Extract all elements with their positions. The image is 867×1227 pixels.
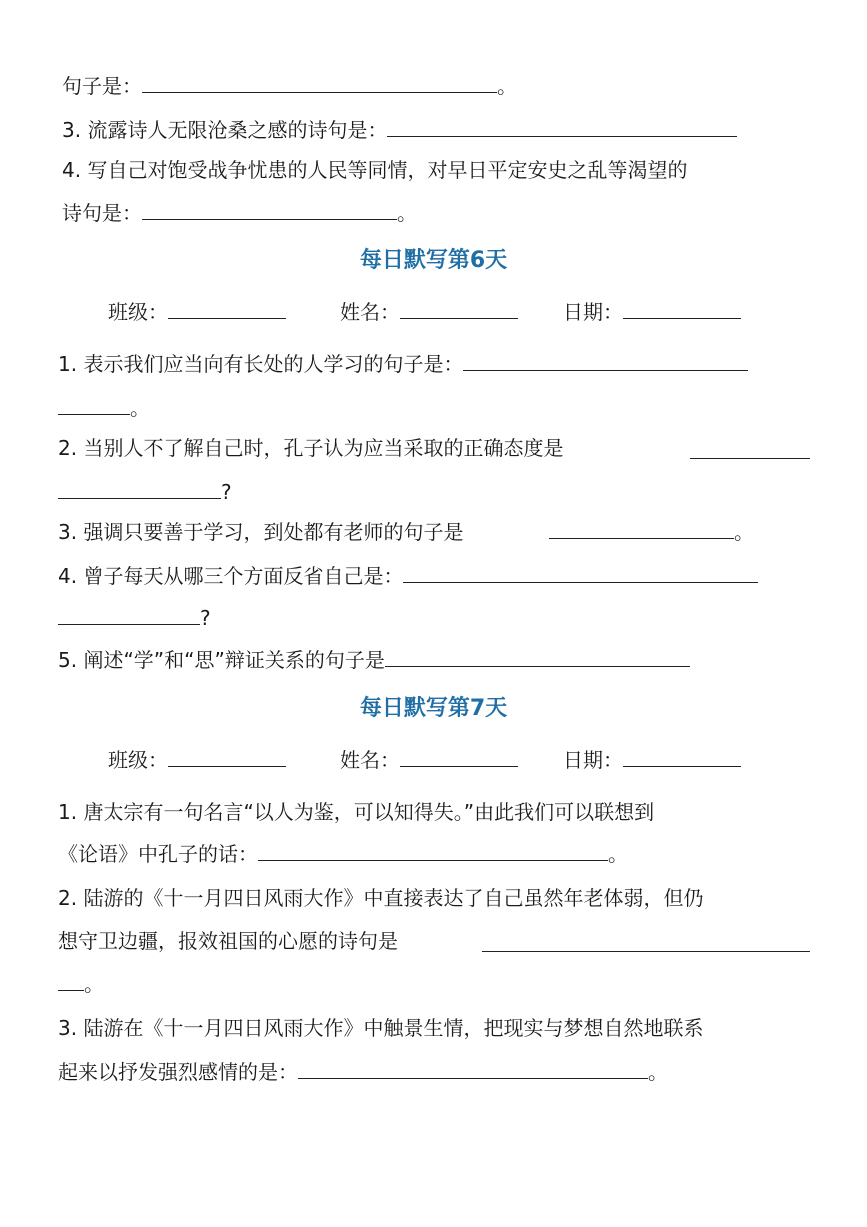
answer-blank[interactable] <box>142 72 497 93</box>
top-line-2 <box>62 116 737 144</box>
top-line-1 <box>62 72 517 100</box>
question-1-cont <box>58 394 150 422</box>
section-title-day7: 每日默写第7天 <box>359 696 508 721</box>
date-field <box>563 746 741 774</box>
text: 。 <box>648 1060 668 1084</box>
text: 4. 写自己对饱受战争忧患的人民等同情，对早日平定安史之乱等渴望的 <box>62 158 688 182</box>
text: ? <box>200 606 211 630</box>
question-2 <box>58 434 563 462</box>
question-4-cont <box>58 604 211 632</box>
text: 3. 流露诗人无限沧桑之感的诗句是： <box>62 118 388 142</box>
name-blank[interactable] <box>400 746 518 767</box>
text: 。 <box>608 842 628 866</box>
question-3-cont <box>58 1058 668 1086</box>
section-title-day6: 每日默写第6天 <box>359 248 508 273</box>
answer-blank[interactable] <box>482 931 810 952</box>
question-text: 3. 陆游在《十一月四日风雨大作》中触景生情，把现实与梦想自然地联系 <box>58 1016 704 1040</box>
answer-blank[interactable] <box>387 116 737 137</box>
text: 。 <box>397 201 417 225</box>
date-blank[interactable] <box>623 298 741 319</box>
answer-blank[interactable] <box>690 438 810 459</box>
date-field <box>563 298 741 326</box>
class-field <box>108 746 286 774</box>
question-text: 1. 表示我们应当向有长处的人学习的句子是： <box>58 352 464 376</box>
question-text: 3. 强调只要善于学习，到处都有老师的句子是 <box>58 520 464 544</box>
class-blank[interactable] <box>168 746 286 767</box>
answer-blank[interactable] <box>549 518 734 539</box>
question-text: 起来以抒发强烈感情的是： <box>58 1060 298 1084</box>
class-field <box>108 298 286 326</box>
answer-blank[interactable] <box>403 562 758 583</box>
question-3 <box>58 1014 703 1042</box>
question-text: 想守卫边疆，报效祖国的心愿的诗句是 <box>58 929 398 953</box>
date-blank[interactable] <box>623 746 741 767</box>
top-line-3 <box>62 156 687 184</box>
class-blank[interactable] <box>168 298 286 319</box>
name-blank[interactable] <box>400 298 518 319</box>
top-line-4 <box>62 199 417 227</box>
answer-blank[interactable] <box>298 1058 648 1079</box>
question-2-end <box>58 970 104 998</box>
name-field <box>340 746 518 774</box>
answer-blank[interactable] <box>58 394 130 415</box>
text: 诗句是： <box>62 201 142 225</box>
question-text: 《论语》中孔子的话： <box>58 842 258 866</box>
date-label: 日期： <box>563 300 623 324</box>
question-3 <box>58 518 463 546</box>
question-text: 5. 阐述“学”和“思”辩证关系的句子是 <box>58 648 385 672</box>
question-text: 2. 当别人不了解自己时，孔子认为应当采取的正确态度是 <box>58 436 564 460</box>
text: 。 <box>84 972 104 996</box>
name-label: 姓名： <box>340 300 400 324</box>
text: ? <box>221 480 232 504</box>
question-text: 4. 曾子每天从哪三个方面反省自己是： <box>58 564 404 588</box>
text: 。 <box>130 396 150 420</box>
date-label: 日期： <box>563 748 623 772</box>
answer-blank[interactable] <box>142 199 397 220</box>
text: 句子是： <box>62 74 142 98</box>
question-2-cont <box>58 478 232 506</box>
text: 。 <box>497 74 517 98</box>
answer-blank[interactable] <box>58 604 200 625</box>
question-text: 1. 唐太宗有一句名言“以人为鉴，可以知得失。”由此我们可以联想到 <box>58 800 655 824</box>
answer-blank[interactable] <box>58 478 221 499</box>
answer-blank[interactable] <box>463 350 748 371</box>
question-1-cont <box>58 840 628 868</box>
question-1 <box>58 798 654 826</box>
name-field <box>340 298 518 326</box>
class-label: 班级： <box>108 748 168 772</box>
question-2 <box>58 884 703 912</box>
question-3-blank <box>549 518 754 546</box>
text: 。 <box>734 520 754 544</box>
question-4 <box>58 562 758 590</box>
answer-blank[interactable] <box>258 840 608 861</box>
class-label: 班级： <box>108 300 168 324</box>
answer-blank[interactable] <box>385 646 690 667</box>
question-1 <box>58 350 748 378</box>
question-5 <box>58 646 690 674</box>
question-text: 2. 陆游的《十一月四日风雨大作》中直接表达了自己虽然年老体弱，但仍 <box>58 886 704 910</box>
answer-blank[interactable] <box>58 970 84 991</box>
name-label: 姓名： <box>340 748 400 772</box>
question-2-cont <box>58 927 398 955</box>
